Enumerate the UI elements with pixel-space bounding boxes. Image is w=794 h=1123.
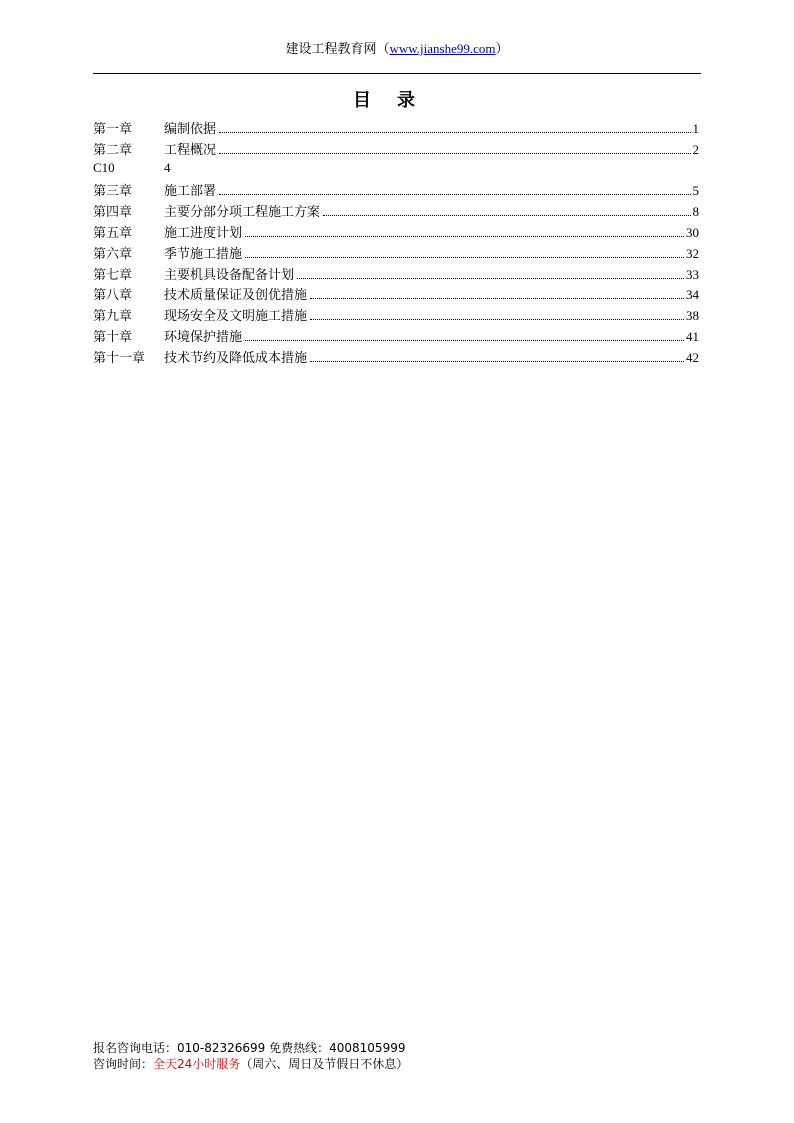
table-of-contents	[93, 118, 699, 368]
dot-leader	[245, 257, 684, 258]
toc-chapter: 第二章	[93, 142, 133, 158]
toc-row[interactable]	[93, 222, 699, 243]
toc-entry-title: 主要机具设备配备计划	[164, 267, 295, 283]
toc-entry-title: 主要分部分项工程施工方案	[164, 205, 321, 221]
dot-leader	[245, 236, 684, 237]
toc-row[interactable]	[93, 118, 699, 139]
toc-chapter: 第八章	[93, 288, 133, 304]
page-footer	[93, 1040, 408, 1072]
footer-hours-prefix: 咨询时间：	[93, 1057, 154, 1071]
toc-chapter: 第十章	[93, 329, 133, 345]
toc-row[interactable]	[93, 201, 699, 222]
dot-leader	[245, 340, 684, 341]
header-open-paren: （	[376, 42, 390, 57]
toc-entry-title: 工程概况	[164, 142, 217, 158]
dot-leader	[219, 132, 690, 133]
toc-row[interactable]	[93, 326, 699, 347]
dot-leader	[323, 215, 690, 216]
toc-entry-title: 季节施工措施	[164, 246, 243, 262]
toc-chapter: 第七章	[93, 267, 133, 283]
toc-page-number: 41	[686, 328, 699, 344]
toc-entry-title: 环境保护措施	[164, 329, 243, 345]
toc-page-number: 8	[692, 204, 699, 220]
toc-chapter: 第一章	[93, 122, 133, 137]
dot-leader	[219, 153, 690, 154]
toc-chapter: 第六章	[93, 246, 133, 262]
toc-page-number: 38	[686, 308, 699, 324]
toc-chapter: 第三章	[93, 184, 133, 200]
footer-hours-highlight: 全天24小时服务	[153, 1057, 241, 1071]
toc-row[interactable]	[93, 139, 699, 160]
toc-page-number: 42	[686, 349, 699, 365]
toc-row[interactable]	[93, 347, 699, 368]
dot-leader	[310, 319, 684, 320]
toc-row[interactable]	[93, 243, 699, 264]
dot-leader	[219, 194, 690, 195]
toc-page-number: 30	[686, 224, 699, 240]
toc-entry-title: 现场安全及文明施工措施	[164, 309, 308, 325]
toc-chapter: 第五章	[93, 225, 133, 241]
toc-chapter: 第九章	[93, 309, 133, 325]
toc-page-number: 33	[686, 266, 699, 282]
dot-leader	[310, 298, 684, 299]
footer-contact-line: 报名咨询电话：010-82326699 免费热线：4008105999	[93, 1041, 406, 1055]
footer-hours-line	[93, 1056, 408, 1072]
header-close-paren: ）	[495, 42, 509, 57]
toc-entry-title: 施工部署	[164, 184, 217, 200]
toc-chapter: 第十一章	[93, 350, 146, 366]
toc-chapter: 第四章	[93, 205, 133, 221]
toc-entry-title: 施工进度计划	[164, 225, 243, 241]
footer-hours-suffix: （周六、周日及节假日不休息）	[240, 1057, 409, 1071]
toc-row[interactable]	[93, 180, 699, 201]
header-divider	[93, 73, 701, 74]
toc-title: 目录	[353, 90, 441, 111]
toc-row[interactable]	[93, 264, 699, 285]
toc-row[interactable]	[93, 284, 699, 305]
toc-row	[93, 160, 699, 181]
dot-leader	[310, 361, 684, 362]
toc-page-number: 2	[692, 141, 699, 157]
toc-entry-title: 编制依据	[164, 122, 217, 137]
toc-page-number: 1	[692, 121, 699, 136]
site-name: 建设工程教育网	[285, 42, 377, 57]
site-url-link[interactable]: www.jianshe99.com	[389, 41, 496, 56]
toc-entry-title: 技术质量保证及创优措施	[164, 288, 308, 304]
toc-page-number: 5	[692, 183, 699, 199]
toc-row[interactable]	[93, 305, 699, 326]
toc-chapter: C10	[93, 159, 115, 175]
toc-entry-title: 技术节约及降低成本措施	[164, 350, 308, 366]
toc-entry-title: 4	[164, 159, 171, 175]
page-header	[0, 38, 794, 57]
dot-leader	[297, 278, 684, 279]
toc-page-number: 34	[686, 287, 699, 303]
toc-page-number: 32	[686, 245, 699, 261]
